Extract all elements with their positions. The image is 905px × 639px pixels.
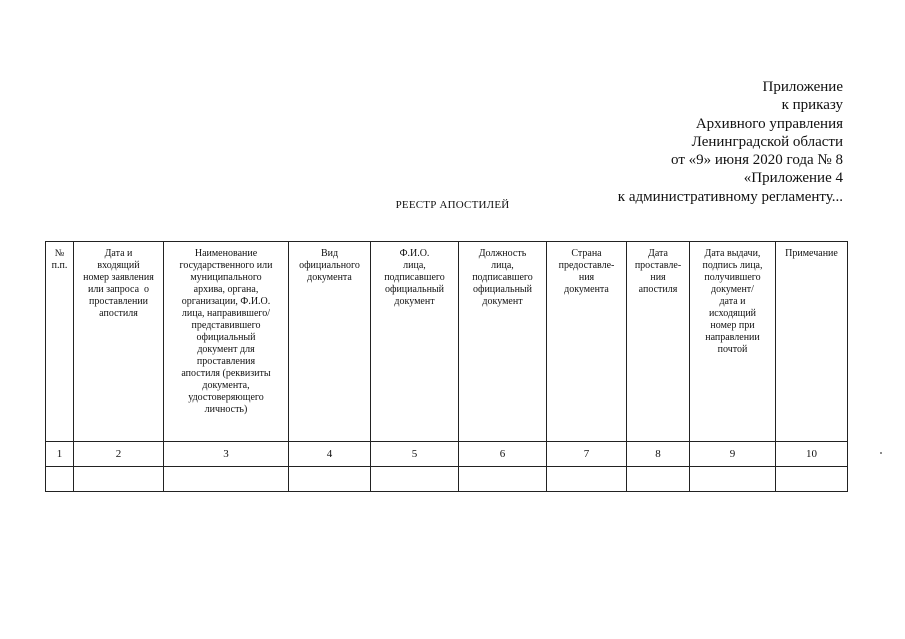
header-text: Наименование [194, 248, 258, 259]
header-line: Ленинградской области [691, 133, 843, 150]
header-text: направлении [705, 332, 760, 343]
header-line: к приказу [781, 97, 843, 114]
table-cell [74, 467, 164, 492]
column-number: 1 [46, 442, 74, 467]
column-header-document-type [289, 242, 371, 442]
header-text: организации, Ф.И.О. [181, 296, 271, 307]
column-number: 2 [74, 442, 164, 467]
header-text: представившего [191, 320, 261, 331]
header-text: официальный [384, 284, 445, 295]
table-cell [459, 467, 547, 492]
header-text: Должность [478, 248, 527, 259]
column-header-applicant [164, 242, 289, 442]
table-cell [776, 467, 848, 492]
header-text: официальный [196, 332, 256, 343]
header-text: подписавшего [384, 272, 445, 283]
header-text: документ [482, 296, 523, 307]
table-cell [289, 467, 371, 492]
column-header-issue-date [690, 242, 776, 442]
header-text: Дата [648, 248, 668, 259]
column-number: 5 [371, 442, 459, 467]
column-header-note [776, 242, 848, 442]
header-text: почтой [717, 344, 748, 355]
header-text: ния [650, 272, 666, 283]
header-text: лица, [491, 260, 514, 271]
header-text: документа [307, 272, 352, 283]
column-header-apostille-date [627, 242, 690, 442]
header-line: от «9» июня 2020 года № 8 [671, 152, 843, 169]
header-text: удостоверяющего [188, 392, 264, 403]
column-header-signer-name [371, 242, 459, 442]
header-text: проставления [196, 356, 256, 367]
header-text: номер заявления [83, 272, 154, 283]
header-text: Дата и [104, 248, 133, 259]
header-text: п.п. [51, 260, 68, 271]
column-number: 4 [289, 442, 371, 467]
table-header-row [46, 242, 848, 442]
header-text: лица, [403, 260, 426, 271]
header-text: дата и [719, 296, 746, 307]
column-header-country [547, 242, 627, 442]
header-text: Примечание [785, 248, 838, 259]
column-number: 8 [627, 442, 690, 467]
header-text: получившего [704, 272, 761, 283]
table-cell [371, 467, 459, 492]
header-text: подписавшего [472, 272, 533, 283]
header-text: проставлении [88, 296, 149, 307]
approval-header [618, 78, 843, 206]
header-text: Вид [320, 248, 339, 259]
header-text: официальный [472, 284, 533, 295]
header-text: лица, направившего/ [181, 308, 271, 319]
column-number: 9 [690, 442, 776, 467]
table-cell [627, 467, 690, 492]
header-text: проставле- [634, 260, 682, 271]
header-text: Дата выдачи, [704, 248, 761, 259]
header-line: «Приложение 4 [743, 170, 843, 187]
header-text: исходящий [708, 308, 757, 319]
header-line: Приложение [762, 79, 843, 95]
header-text: документ/ [711, 284, 754, 295]
column-number: 3 [164, 442, 289, 467]
header-text: предоставле- [558, 260, 615, 271]
apostille-registry-table [45, 241, 848, 492]
header-text: апостиля [99, 308, 138, 319]
header-text: государственного или [179, 260, 273, 271]
column-header-request-date [74, 242, 164, 442]
header-text: личность) [204, 404, 248, 415]
header-text: официального [299, 260, 360, 271]
header-text: Ф.И.О. [399, 248, 430, 259]
scan-speck [880, 452, 882, 454]
header-text: ния [578, 272, 595, 283]
header-text: № [54, 248, 65, 259]
header-text: документ [394, 296, 435, 307]
column-number: 6 [459, 442, 547, 467]
table-cell [164, 467, 289, 492]
column-number-row [46, 442, 848, 467]
empty-entry-row [46, 467, 848, 492]
document-title: РЕЕСТР АПОСТИЛЕЙ [395, 199, 510, 211]
header-text: документа [564, 284, 609, 295]
header-text: входящий [97, 260, 140, 271]
header-text: или запроса о [87, 284, 150, 295]
header-text: муниципального [190, 272, 262, 283]
column-number: 7 [547, 442, 627, 467]
header-line: к административному регламенту... [617, 188, 843, 205]
table-cell [690, 467, 776, 492]
header-text: номер при [710, 320, 755, 331]
column-header-signer-position [459, 242, 547, 442]
header-text: архива, органа, [193, 284, 259, 295]
header-text: подпись лица, [702, 260, 763, 271]
header-text: Страна [571, 248, 602, 259]
column-number: 10 [776, 442, 848, 467]
header-text: документ для [197, 344, 255, 355]
header-text: апостиля (реквизиты [181, 368, 271, 379]
header-line: Архивного управления [695, 115, 843, 132]
table-cell [547, 467, 627, 492]
header-text: апостиля [638, 284, 678, 295]
column-header-number [46, 242, 74, 442]
table-cell [46, 467, 74, 492]
header-text: документа, [202, 380, 250, 391]
